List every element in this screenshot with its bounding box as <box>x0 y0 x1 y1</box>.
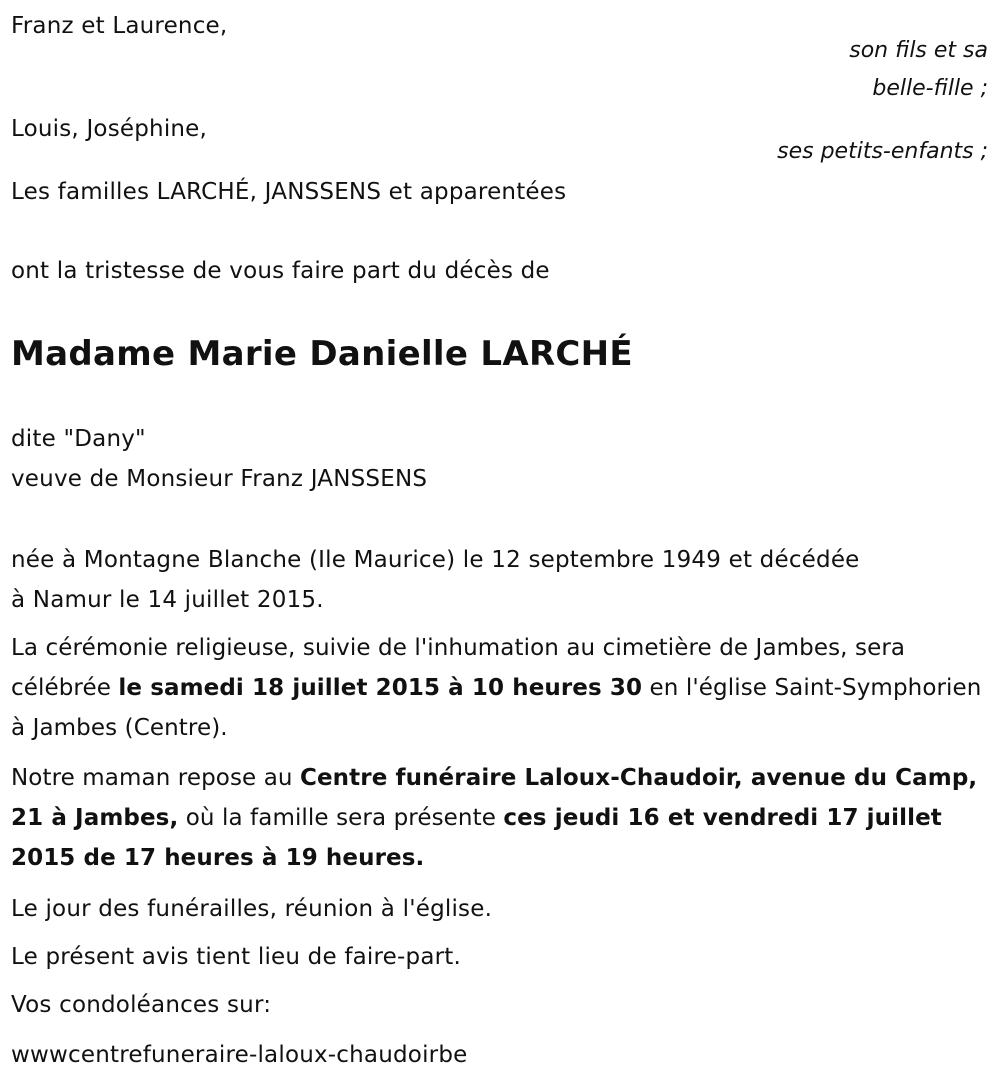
birth-death-line2: à Namur le 14 juillet 2015. <box>11 587 324 613</box>
deceased-widow-of: veuve de Monsieur Franz JANSSENS <box>11 466 428 492</box>
funeral-day-text: Le jour des funérailles, réunion à l'église. <box>11 896 493 922</box>
family-role-children-line1: son fils et sa <box>849 38 988 63</box>
deceased-name: Madame Marie Danielle LARCHÉ <box>11 334 633 374</box>
visitation-dates: ces jeudi 16 et vendredi 17 juillet 2015 de 17 heures à 19 heures. <box>11 805 942 871</box>
family-line-grandchildren: Louis, Joséphine, <box>11 116 208 142</box>
visitation-middle: où la famille sera présente <box>178 805 504 831</box>
family-role-children-line2: belle-fille ; <box>872 76 988 101</box>
ceremony-paragraph <box>11 628 991 748</box>
deceased-nickname: dite "Dany" <box>11 426 146 452</box>
ceremony-date: le samedi 18 juillet 2015 à 10 heures 30 <box>118 675 643 701</box>
family-line-children: Franz et Laurence, <box>11 13 228 39</box>
announcement-text: ont la tristesse de vous faire part du décès de <box>11 258 550 284</box>
visitation-place: Centre funéraire Laloux-Chaudoir, avenue du Camp, 21 à Jambes, <box>11 765 978 831</box>
condolences-label: Vos condoléances sur: <box>11 992 272 1018</box>
ceremony-outro: en l'église Saint-Symphorien à Jambes (Centre). <box>11 675 982 741</box>
condolences-url: wwwcentrefuneraire-laloux-chaudoirbe <box>11 1042 468 1068</box>
visitation-intro: Notre maman repose au <box>11 765 300 791</box>
notice-text: Le présent avis tient lieu de faire-part. <box>11 944 462 970</box>
family-role-grandchildren: ses petits-enfants ; <box>777 139 988 164</box>
family-line-relatives: Les familles LARCHÉ, JANSSENS et apparentées <box>11 179 567 205</box>
birth-death-line1: née à Montagne Blanche (Ile Maurice) le 12 septembre 1949 et décédée <box>11 547 860 573</box>
visitation-paragraph <box>11 758 991 878</box>
ceremony-intro: La cérémonie religieuse, suivie de l'inhumation au cimetière de Jambes, sera célébrée <box>11 635 906 701</box>
